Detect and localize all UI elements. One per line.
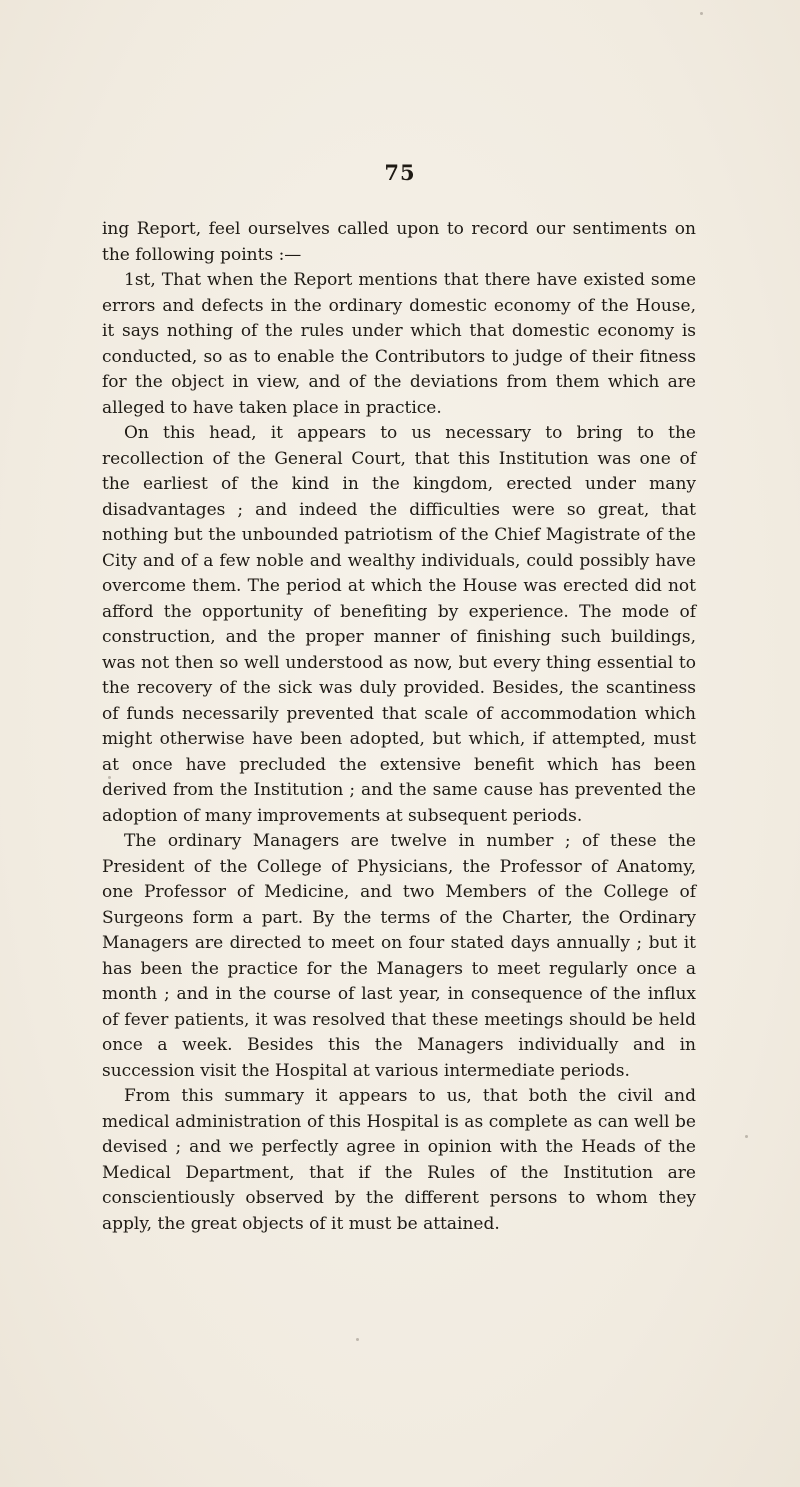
- paragraph-managers: The ordinary Managers are twelve in number ; of these the President of the College of Physicians, the Professor of Anatomy, one Professor of Medicine, and two Members of the College of Surgeons form a part. By the terms of the Charter, the Ordinary Managers are directed to meet on four stated days annually ; but it has been the practice for the Managers to meet regularly once a month ; and in the course of last year, in consequence of the influx of fever patients, it was resolved that these meetings should be held once a week. Besides this the Managers individually and in succession visit the Hospital at various intermediate periods.: [102, 831, 696, 1081]
- paragraph-continuation: ing Report, feel ourselves called upon to record our sentiments on the following points :—: [102, 219, 696, 265]
- paper-speck: [745, 1135, 748, 1138]
- paragraph-institution-history: On this head, it appears to us necessary to bring to the recollection of the General Court, that this Institution was one of the earliest of the kind in the kingdom, erected under many disadvantages ; and indeed the difficulties were so great, that nothing but the unbounded patriotism of the Chief Magistrate of the City and of a few noble and wealthy individuals, could possibly have overcome them. The period at which the House was erected did not afford the opportunity of benefiting by experience. The mode of construction, and the proper manner of finishing such buildings, was not then so well understood as now, but every thing essential to the recovery of the sick was duly provided. Besides, the scantiness of funds necessarily prevented that scale of accommodation which might otherwise have been adopted, but which, if attempted, must at once have precluded the extensive benefit which has been derived from the Institution ; and the same cause has prevented the adoption of many improvements at subsequent periods.: [102, 423, 696, 826]
- paper-speck: [108, 776, 111, 779]
- page-number: 75: [384, 160, 416, 185]
- paragraph-first-point: 1st, That when the Report mentions that there have existed some errors and defects in the ordinary domestic economy of the House, it says nothing of the rules under which that domestic economy is conducted, so as to enable the Contributors to judge of their fitness for the object in view, and of the deviations from them which are alleged to have taken place in practice.: [102, 270, 696, 418]
- paper-speck: [356, 1338, 359, 1341]
- body-text: [102, 217, 696, 1237]
- paper-speck: [700, 12, 703, 15]
- paragraph-conclusion: From this summary it appears to us, that both the civil and medical administration of this Hospital is as complete as can well be devised ; and we perfectly agree in opinion with the Heads of the Medical Department, that if the Rules of the Institution are conscientiously observed by the different persons to whom they apply, the great objects of it must be attained.: [102, 1086, 696, 1234]
